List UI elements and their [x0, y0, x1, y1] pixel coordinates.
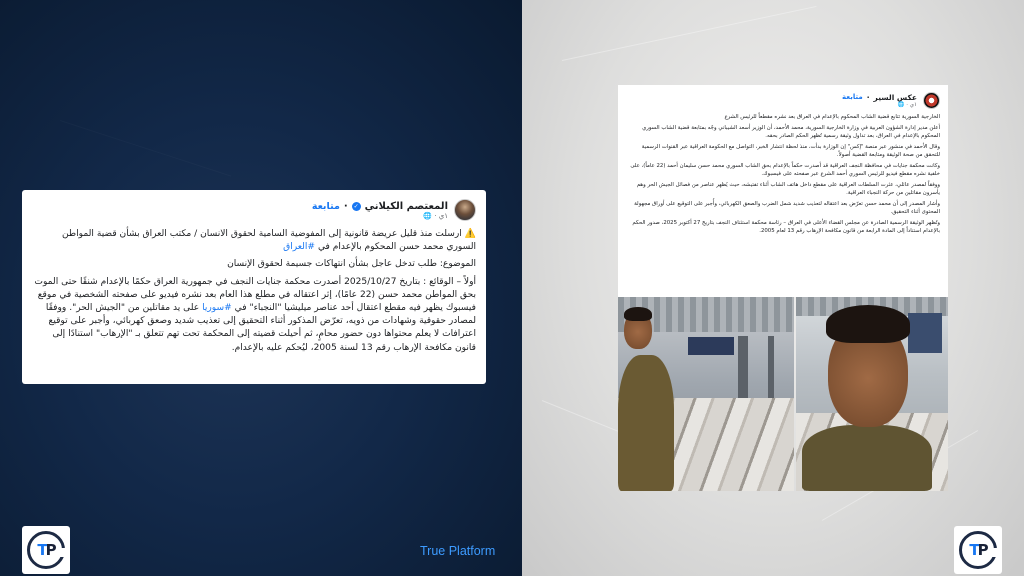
post-body: [626, 113, 940, 235]
hashtag-link[interactable]: #العراق: [283, 242, 316, 253]
avatar[interactable]: [923, 92, 940, 109]
verified-badge-icon: ✓: [353, 202, 359, 210]
person-photo: [796, 297, 948, 491]
photo-airport-right[interactable]: [796, 297, 948, 491]
hashtag-link[interactable]: #سوريا: [202, 303, 232, 314]
paper-crease: [562, 6, 817, 61]
follow-button[interactable]: متابعة: [311, 200, 340, 212]
post-paragraph: وتُظهر الوثيقة الرسمية الصادرة عن مجلس القضاء الأعلى في العراق – رئاسة محكمة استئناف النجف بتاريخ 27 أكتوبر 2025، صدور الحكم بالإعدام استناداً إلى المادة الرابعة من قانون مكافحة الإرهاب رقم 13 لعام 2005.: [632, 220, 940, 234]
true-platform-logo-right: TP: [954, 526, 1002, 574]
departures-board: [688, 337, 734, 355]
facebook-post-right: [618, 85, 948, 297]
post-header: عكس السير · متابعة ١ي · 🌐: [626, 90, 940, 110]
paper-crease: [60, 120, 231, 177]
avatar[interactable]: [454, 199, 476, 221]
post-timestamp[interactable]: ١ي · 🌐: [423, 211, 448, 220]
post-paragraph: ووفقاً لمصدر عائلي، عثرت السلطات العراقية على مقطع داخل هاتف الشاب أثناء تفتيشه، حيث يُظهر عناصر من فصائل الجيش الحر وهم يأسرون مقاتلين من حركة النجباء العراقية.: [636, 182, 940, 196]
person-photo: [618, 297, 678, 491]
post-paragraph: وكانت محكمة جنايات في محافظة النجف العراقية قد أصدرت حكماً بالإعدام بحق الشاب السوري محمد حسن سليمان أحمد (22 عاماً)، على خلفية نشره مقطع فيديو للرئيس السوري أحمد الشرع عبر صفحته على فيسبوك.: [630, 163, 940, 177]
post-headline: الخارجية السورية تتابع قضية الشاب المحكوم بالإعدام في العراق بعد نشره مقطعاً للرئيس الشرع: [724, 114, 940, 120]
platform-name: True Platform: [420, 544, 496, 558]
post-paragraph: وأشار المصدر إلى أن محمد حسن تعرّض بعد اعتقاله لتعذيب شديد شمل الضرب والصعق الكهربائي، وأُجبر على التوقيع على أوراق مجهولة المحتوى أثناء التحقيق.: [634, 201, 940, 215]
post-paragraph: أعلن مدير إدارة الشؤون العربية في وزارة الخارجية السورية، محمد الأحمد، أن الوزير أسعد الشيباني وجّه بمتابعة قضية الشاب السوري المحكوم بالإعدام في العراق، بعد تداول وثيقة رسمية تُظهر الحكم الصادر بحقه.: [642, 125, 940, 139]
author-name[interactable]: عكس السير: [873, 92, 917, 102]
post-paragraph: أولاً – الوقائع : بتاريخ 2025/10/27 أصدرت محكمة جنايات النجف في جمهورية العراق حكمًا بالإعدام شنقًا حتى الموت بحق المواطن محمد حسن (22 عامًا)، إثر اعتقاله في مطلع هذا العام بعد نشره فيديو على صفحته الشخصية في موقع فيسبوك يظهر فيه مقطع اعتقال أحد عناصر ميليشيا "النجباء" في #سوريا على يد مقاتلين من "الجيش الحر". ووفقًا لمصادر حقوقية وشهادات من ذويه، تعرّض المذكور أثناء التحقيق إلى تعذيب شديد وصعق كهربائي، وأجبر على توقيع اعترافات لا يعلم محتواها دون حضور محامٍ، ثم أحيلت قضيته إلى المحكمة تحت تهم تتعلق بـ "الإرهاب" استنادًا إلى قانون مكافحة الإرهاب رقم 13 لسنة 2005، ليُحكم عليه بالإعدام.: [34, 276, 476, 353]
true-platform-logo-left: TP: [22, 526, 70, 574]
post-header: المعتصم الكيلاني ✓ · متابعة ١ي · 🌐: [32, 197, 476, 223]
post-timestamp[interactable]: ١ي · 🌐: [897, 101, 917, 108]
follow-button[interactable]: متابعة: [842, 93, 863, 101]
facebook-post-left: [22, 190, 486, 384]
post-body: [32, 228, 476, 355]
post-paragraph: وقال الأحمد في منشور عبر منصة "إكس" إن الوزارة بدأت، منذ لحظة انتشار الخبر، التواصل مع الحكومة العراقية عبر القنوات الرسمية للتحقق من صحة الوثيقة ومتابعة القضية أصولاً.: [641, 144, 940, 158]
post-paragraph: الموضوع: طلب تدخل عاجل بشأن انتهاكات جسيمة لحقوق الإنسان: [227, 259, 476, 270]
post-paragraph: ⚠️ ارسلت منذ قليل عريضة قانونية إلى المفوضية السامية لحقوق الانسان / مكتب العراق بشأن قضية المواطن السوري محمد حسن المحكوم بالإعدام في #العراق: [61, 229, 476, 253]
post-photos[interactable]: [618, 297, 948, 491]
photo-airport-left[interactable]: [618, 297, 794, 491]
author-name[interactable]: المعتصم الكيلاني: [364, 200, 448, 212]
